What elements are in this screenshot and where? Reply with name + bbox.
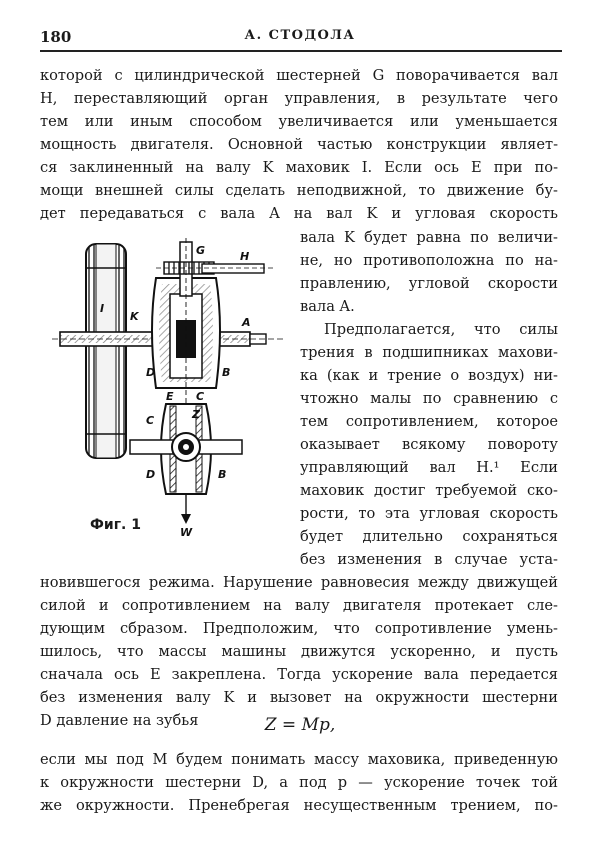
text-line: управляющий вал H.¹ Если	[300, 459, 558, 476]
text-line: маховик достиг требуемой ско-	[300, 482, 558, 499]
text-line: будет длительно сохраняться	[300, 528, 558, 545]
text-line: ся заклиненный на валу K маховик I. Если ось E при по-	[40, 159, 558, 176]
text-line: шилось, что массы машины движутся ускоренно, и пусть	[40, 643, 558, 660]
text-line: не, но противоположна по на-	[300, 252, 558, 269]
text-line: мощи внешней силы сделать неподвижной, то движение бу-	[40, 182, 558, 199]
header-rule	[40, 50, 562, 52]
text-line: без изменения валу K и вызовет на окружности шестерни	[40, 689, 558, 706]
text-line: вала K будет равна по величи-	[300, 229, 558, 246]
label-shaft-h: H	[240, 250, 250, 263]
text-line: тем сопротивлением, которое	[300, 413, 558, 430]
label-flywheel: I	[100, 302, 105, 315]
page-header	[40, 28, 560, 50]
text-line: которой с цилиндрической шестерней G поворачивается вал	[40, 67, 558, 84]
figure-caption: Фиг. 1	[90, 517, 141, 533]
flywheel	[86, 244, 126, 458]
label-axis-e-upper: E	[166, 390, 174, 403]
text-line: вала A.	[300, 298, 355, 315]
label-gear-c-lower: C	[146, 414, 155, 427]
text-line: если мы под M будем понимать массу маховика, приведенную	[40, 751, 558, 768]
formula: Z = Mp,	[264, 715, 336, 735]
label-gear-d-lower: D	[146, 468, 156, 481]
text-line: H, переставляющий орган управления, в результате чего	[40, 90, 558, 107]
text-line: D давление на зубья	[40, 712, 199, 729]
label-shaft-k: K	[130, 310, 139, 323]
text-line: оказывает всякому повороту	[300, 436, 558, 453]
running-title: А. СТОДОЛА	[244, 28, 356, 43]
label-axis-c-upper: C	[196, 390, 205, 403]
page-number: 180	[40, 28, 72, 46]
text-line: тем или иным способом увеличивается или уменьшается	[40, 113, 558, 130]
label-gear-b-upper: B	[222, 366, 231, 379]
text-line: мощность двигателя. Основной частью конструкции являет-	[40, 136, 558, 153]
text-line: ка (как и трение о воздух) ни-	[300, 367, 558, 384]
text-line: дет передаваться с вала A на вал K и угловая скорость	[40, 205, 558, 222]
mechanism-figure	[52, 238, 284, 538]
text-line: дующим сбразом. Предположим, что сопротивление умень-	[40, 620, 558, 637]
label-gear-z-lower: Z	[192, 408, 200, 421]
text-line: чтожно малы по сравнению с	[300, 390, 558, 407]
text-line: новившегося режима. Нарушение равновесия между движущей	[40, 574, 558, 591]
text-line: сначала ось E закреплена. Тогда ускорение вала передается	[40, 666, 558, 683]
label-shaft-a: A	[242, 316, 251, 329]
label-gear-b-lower: B	[218, 468, 227, 481]
label-gear-g: G	[196, 244, 206, 257]
label-weight-w: W	[180, 526, 193, 538]
text-line: Предполагается, что силы	[324, 321, 558, 338]
text-line: правлению, угловой скорости	[300, 275, 558, 292]
text-line: к окружности шестерни D, а под p — ускорение точек той	[40, 774, 558, 791]
text-line: силой и сопротивлением на валу двигателя протекает сле-	[40, 597, 558, 614]
text-line: рости, то эта угловая скорость	[300, 505, 558, 522]
label-gear-d-upper: D	[146, 366, 156, 379]
text-line: трения в подшипниках махови-	[300, 344, 558, 361]
text-line: же окружности. Пренебрегая несущественным трением, по-	[40, 797, 558, 814]
text-line: без изменения в случае уста-	[300, 551, 558, 568]
